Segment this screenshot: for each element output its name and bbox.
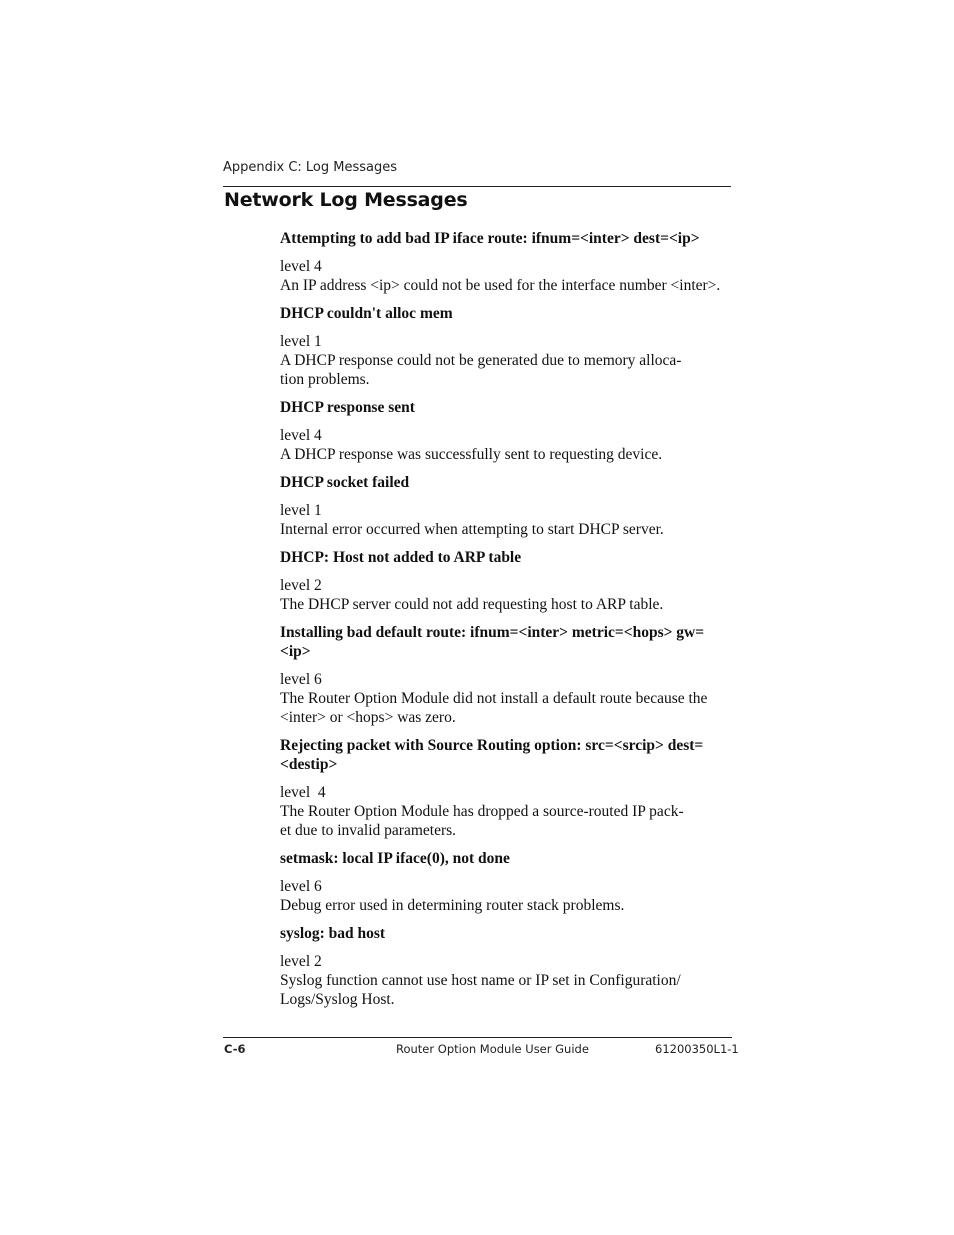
log-level: level 1: [280, 333, 322, 350]
log-description: The Router Option Module has dropped a source-routed IP pack- et due to invalid parameters.: [280, 803, 684, 839]
log-description: A DHCP response was successfully sent to requesting device.: [280, 446, 663, 463]
log-message-name: DHCP socket failed: [280, 474, 410, 491]
log-entry: [280, 304, 732, 389]
log-description: An IP address <ip> could not be used for the interface number <inter>.: [280, 277, 721, 294]
log-entry: [280, 623, 732, 727]
log-description: The Router Option Module did not install a default route because the <inter> or <hops> was zero.: [280, 690, 708, 726]
footer-guide-title: Router Option Module User Guide: [396, 1042, 589, 1056]
log-entry: [280, 229, 732, 295]
log-message-name: DHCP response sent: [280, 399, 415, 416]
log-description: Internal error occurred when attempting to start DHCP server.: [280, 521, 664, 538]
log-entry: [280, 924, 732, 1009]
log-entry: [280, 398, 732, 464]
log-description: Syslog function cannot use host name or IP set in Configuration/ Logs/Syslog Host.: [280, 972, 681, 1008]
log-message-name: setmask: local IP iface(0), not done: [280, 850, 510, 867]
log-message-name: syslog: bad host: [280, 925, 386, 942]
log-level: level 6: [280, 671, 322, 688]
header-rule: [223, 186, 731, 187]
footer-doc-number: 61200350L1-1: [655, 1042, 739, 1056]
footer-rule: [223, 1037, 732, 1038]
log-message-name: Installing bad default route: ifnum=<inter> metric=<hops> gw=<ip>: [280, 624, 705, 660]
log-entry: [280, 548, 732, 614]
log-description: A DHCP response could not be generated due to memory alloca- tion problems.: [280, 352, 682, 388]
log-level: level 4: [280, 784, 326, 801]
log-entry: [280, 473, 732, 539]
running-head: Appendix C: Log Messages: [223, 160, 398, 175]
log-level: level 2: [280, 953, 322, 970]
log-message-list: [280, 229, 732, 1018]
log-level: level 1: [280, 502, 322, 519]
log-level: level 4: [280, 427, 322, 444]
log-entry: [280, 849, 732, 915]
log-message-name: Attempting to add bad IP iface route: ifnum=<inter> dest=<ip>: [280, 230, 700, 247]
log-message-name: DHCP couldn't alloc mem: [280, 305, 453, 322]
section-title: Network Log Messages: [224, 189, 468, 211]
log-message-name: DHCP: Host not added to ARP table: [280, 549, 522, 566]
log-message-name: Rejecting packet with Source Routing option: src=<srcip> dest=<destip>: [280, 737, 704, 773]
log-description: The DHCP server could not add requesting host to ARP table.: [280, 596, 664, 613]
log-level: level 2: [280, 577, 322, 594]
log-description: Debug error used in determining router stack problems.: [280, 897, 625, 914]
log-entry: [280, 736, 732, 840]
log-level: level 6: [280, 878, 322, 895]
page-number: C-6: [224, 1042, 246, 1056]
log-level: level 4: [280, 258, 322, 275]
